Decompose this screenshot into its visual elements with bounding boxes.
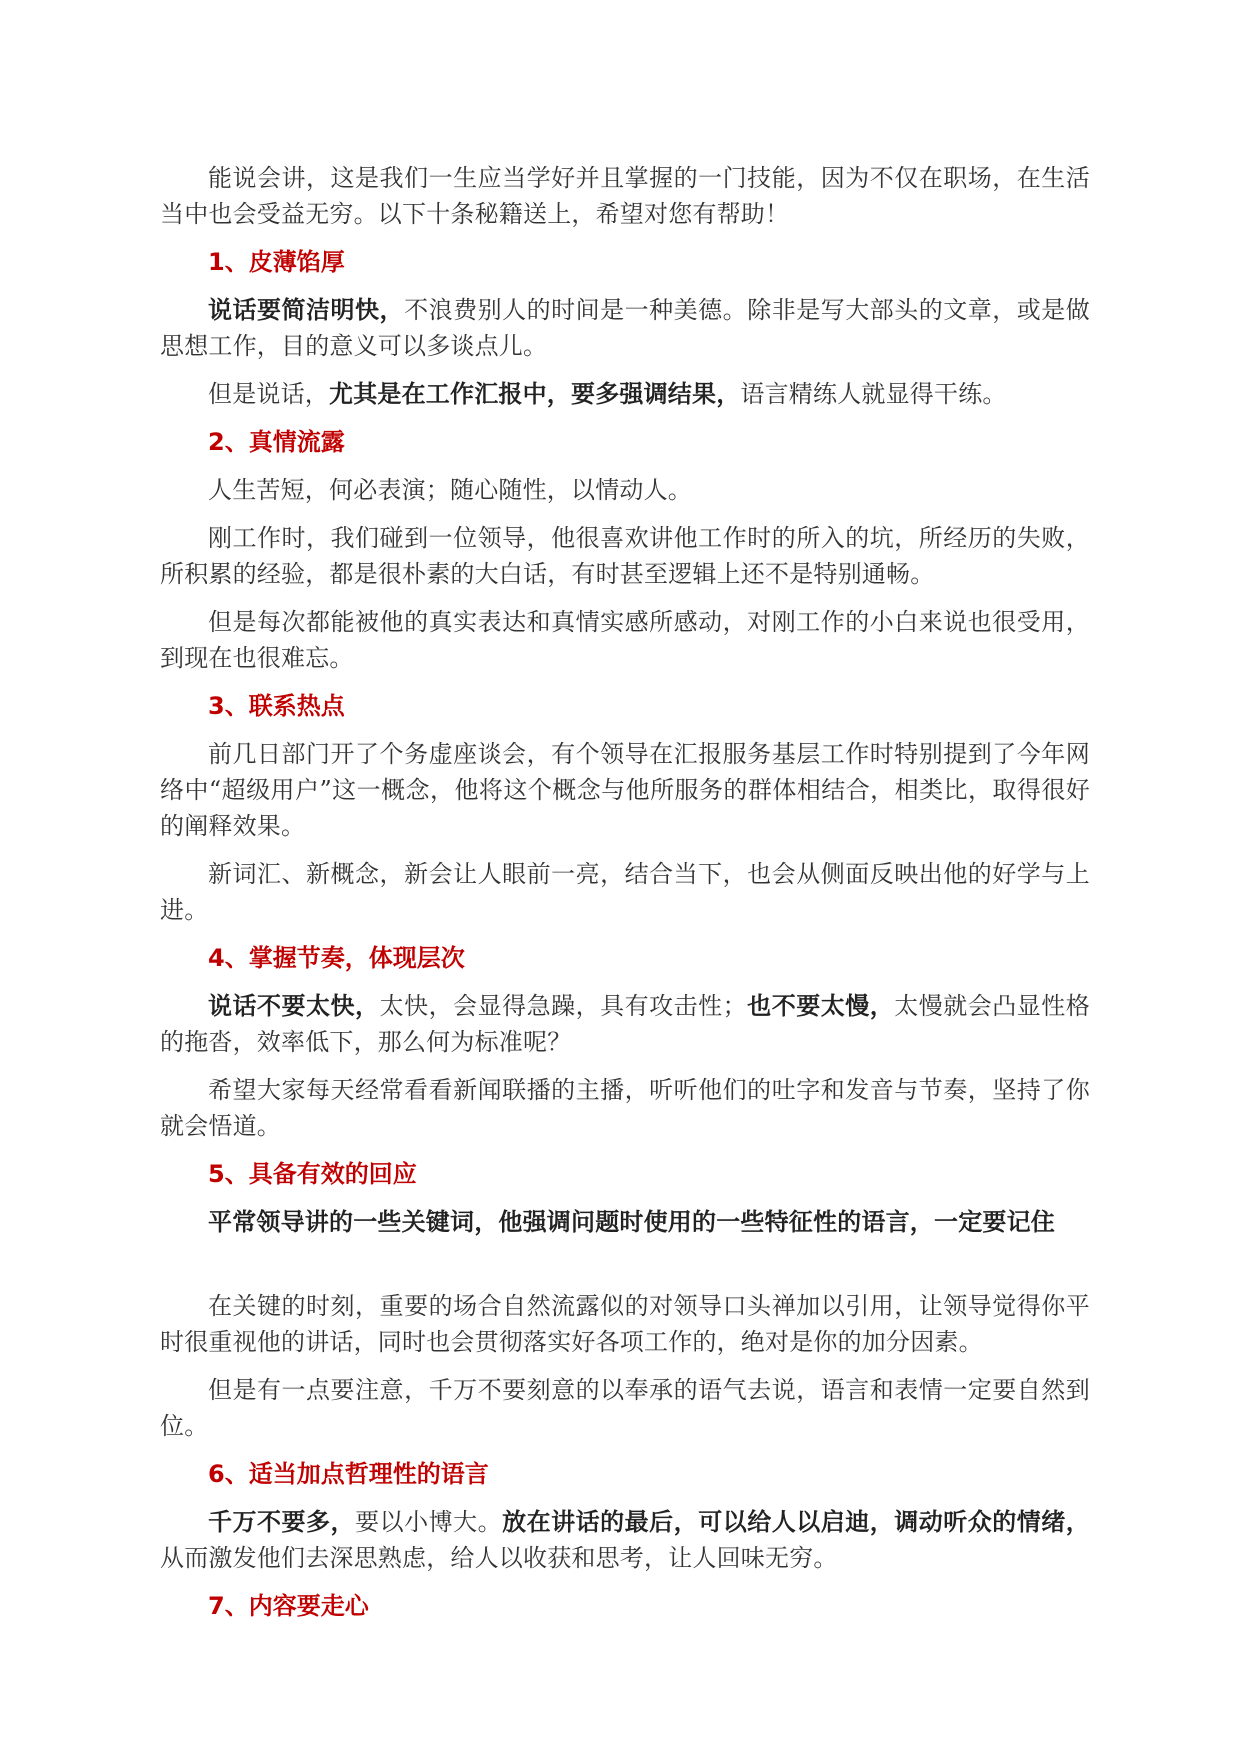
body-text: 要以小博大。 bbox=[355, 1508, 503, 1536]
body-paragraph bbox=[160, 376, 1090, 412]
body-paragraph: 前几日部门开了个务虚座谈会，有个领导在汇报服务基层工作时特别提到了今年网络中“超级用户”这一概念，他将这个概念与他所服务的群体相结合，相类比，取得很好的阐释效果。 bbox=[160, 740, 1090, 840]
section-heading: 1、皮薄馅厚 bbox=[208, 248, 345, 276]
body-paragraph bbox=[160, 988, 1090, 1060]
document-page bbox=[160, 160, 1090, 1636]
body-paragraph bbox=[160, 1204, 1090, 1240]
body-text: 太慢就会凸显性格的拖沓，效率低下，那么何为标准呢？ bbox=[160, 992, 1090, 1056]
bold-text: 说话要简洁明快， bbox=[208, 296, 405, 324]
body-paragraph bbox=[160, 1504, 1090, 1576]
section-heading: 5、具备有效的回应 bbox=[208, 1160, 417, 1188]
bold-text: 尤其是在工作汇报中，要多强调结果， bbox=[329, 380, 741, 408]
body-paragraph: 希望大家每天经常看看新闻联播的主播，听听他们的吐字和发音与节奏，坚持了你就会悟道。 bbox=[160, 1076, 1090, 1140]
section-heading: 6、适当加点哲理性的语言 bbox=[208, 1460, 489, 1488]
body-text: 太快，会显得急躁，具有攻击性； bbox=[379, 992, 747, 1020]
body-text: 从而激发他们去深思熟虑，给人以收获和思考，让人回味无穷。 bbox=[160, 1544, 838, 1572]
body-paragraph: 刚工作时，我们碰到一位领导，他很喜欢讲他工作时的所入的坑，所经历的失败，所积累的经验，都是很朴素的大白话，有时甚至逻辑上还不是特别通畅。 bbox=[160, 524, 1090, 588]
body-paragraph: 但是有一点要注意，千万不要刻意的以奉承的语气去说，语言和表情一定要自然到位。 bbox=[160, 1376, 1090, 1440]
section-heading: 4、掌握节奏，体现层次 bbox=[208, 944, 465, 972]
section-heading: 3、联系热点 bbox=[208, 692, 345, 720]
section-heading: 7、内容要走心 bbox=[208, 1592, 369, 1620]
body-paragraph: 但是每次都能被他的真实表达和真情实感所感动，对刚工作的小白来说也很受用，到现在也很难忘。 bbox=[160, 608, 1090, 672]
bold-text: 平常领导讲的一些关键词，他强调问题时使用的一些特征性的语言，一定要记住 bbox=[208, 1208, 1055, 1236]
bold-text: 放在讲话的最后，可以给人以启迪，调动听众的情绪， bbox=[502, 1508, 1091, 1536]
bold-text: 说话不要太快， bbox=[208, 992, 380, 1020]
body-paragraph bbox=[160, 292, 1090, 364]
body-text: 不浪费别人的时间是一种美德。除非是写大部头的文章，或是做思想工作，目的意义可以多谈点儿。 bbox=[160, 296, 1090, 360]
body-text: 语言精练人就显得干练。 bbox=[740, 380, 1007, 408]
intro-paragraph: 能说会讲，这是我们一生应当学好并且掌握的一门技能，因为不仅在职场，在生活当中也会受益无穷。以下十条秘籍送上，希望对您有帮助！ bbox=[160, 164, 1090, 228]
bold-text: 千万不要多， bbox=[208, 1508, 356, 1536]
body-paragraph: 在关键的时刻，重要的场合自然流露似的对领导口头禅加以引用，让领导觉得你平时很重视他的讲话，同时也会贯彻落实好各项工作的，绝对是你的加分因素。 bbox=[160, 1292, 1090, 1356]
body-text: 但是说话， bbox=[208, 380, 329, 408]
body-paragraph: 新词汇、新概念，新会让人眼前一亮，结合当下，也会从侧面反映出他的好学与上进。 bbox=[160, 860, 1090, 924]
body-paragraph: 人生苦短，何必表演；随心随性，以情动人。 bbox=[208, 476, 692, 504]
bold-text: 也不要太慢， bbox=[746, 992, 895, 1020]
section-heading: 2、真情流露 bbox=[208, 428, 345, 456]
blank-line bbox=[160, 1252, 1090, 1288]
